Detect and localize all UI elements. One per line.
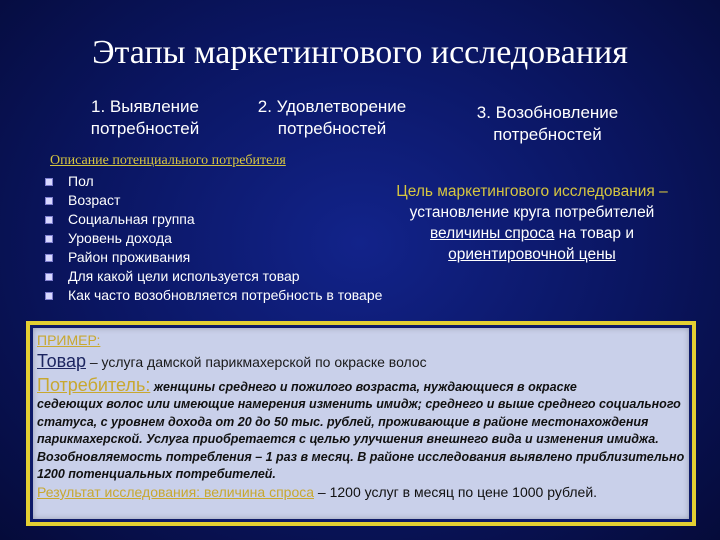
list-item: Район проживания — [44, 248, 382, 267]
stage-identify-needs — [70, 96, 220, 140]
goal-line: установление круга потребителей — [409, 204, 655, 221]
goal-heading: Цель маркетингового исследования – — [396, 183, 668, 200]
list-item: Возраст — [44, 191, 382, 210]
example-label: ПРИМЕР: — [37, 332, 101, 348]
stage-line: 2. Удовлетворение — [257, 97, 407, 116]
consumer-description-list — [44, 172, 382, 305]
goal-line: величины спроса на товар и — [430, 225, 634, 242]
stage-line: потребностей — [493, 125, 602, 144]
square-bullet-icon — [45, 273, 53, 281]
stage-line: потребностей — [90, 119, 200, 138]
goal-line: ориентировочной цены — [448, 246, 616, 263]
result-label: Результат исследования: величина спроса — [37, 484, 315, 500]
stage-line: 3. Возобновление — [476, 103, 619, 122]
example-result: Результат исследования: величина спроса – 1200 услуг в месяц по цене 1000 рублей. — [37, 484, 598, 500]
square-bullet-icon — [45, 254, 53, 262]
square-bullet-icon — [45, 178, 53, 186]
example-product: Товар – услуга дамской парикмахерской по окраске волос — [37, 351, 427, 371]
example-consumer: Потребитель: женщины среднего и пожилого возраста, нуждающиеся в окраске — [37, 375, 577, 395]
list-item: Как часто возобновляется потребность в товаре — [44, 286, 382, 305]
square-bullet-icon — [45, 235, 53, 243]
stage-renew-needs — [455, 102, 640, 146]
consumer-details: седеющих волос или имеющие намерения изменить имидж; среднего и выше среднего социального статуса, с уровнем дохода от 20 до 50 тыс. рублей, проживающие в районе местонахождения парикмахерской. Услуга приобретается с целью улучшения внешнего вида и изменения имиджа. Возобновляемость потребления – 1 раз в месяц. В районе исследования выявлено приблизительно 1200 потенциальных потребителей. — [37, 397, 685, 482]
list-item: Социальная группа — [44, 210, 382, 229]
list-item: Для какой цели используется товар — [44, 267, 382, 286]
example-panel — [33, 328, 689, 519]
slide-title: Этапы маркетингового исследования — [92, 34, 628, 71]
consumer-term: Потребитель: — [37, 375, 151, 395]
stage-satisfy-needs — [232, 96, 432, 140]
product-term: Товар — [37, 351, 86, 371]
square-bullet-icon — [45, 216, 53, 224]
list-item: Уровень дохода — [44, 229, 382, 248]
stage-line: 1. Выявление — [90, 97, 200, 116]
consumer-description-heading: Описание потенциального потребителя — [50, 153, 286, 168]
example-box — [26, 321, 696, 526]
list-item: Пол — [44, 172, 382, 191]
stage-line: потребностей — [277, 119, 387, 138]
square-bullet-icon — [45, 197, 53, 205]
research-goal — [362, 181, 702, 265]
square-bullet-icon — [45, 292, 53, 300]
goal-demand: величины спроса — [430, 225, 555, 242]
